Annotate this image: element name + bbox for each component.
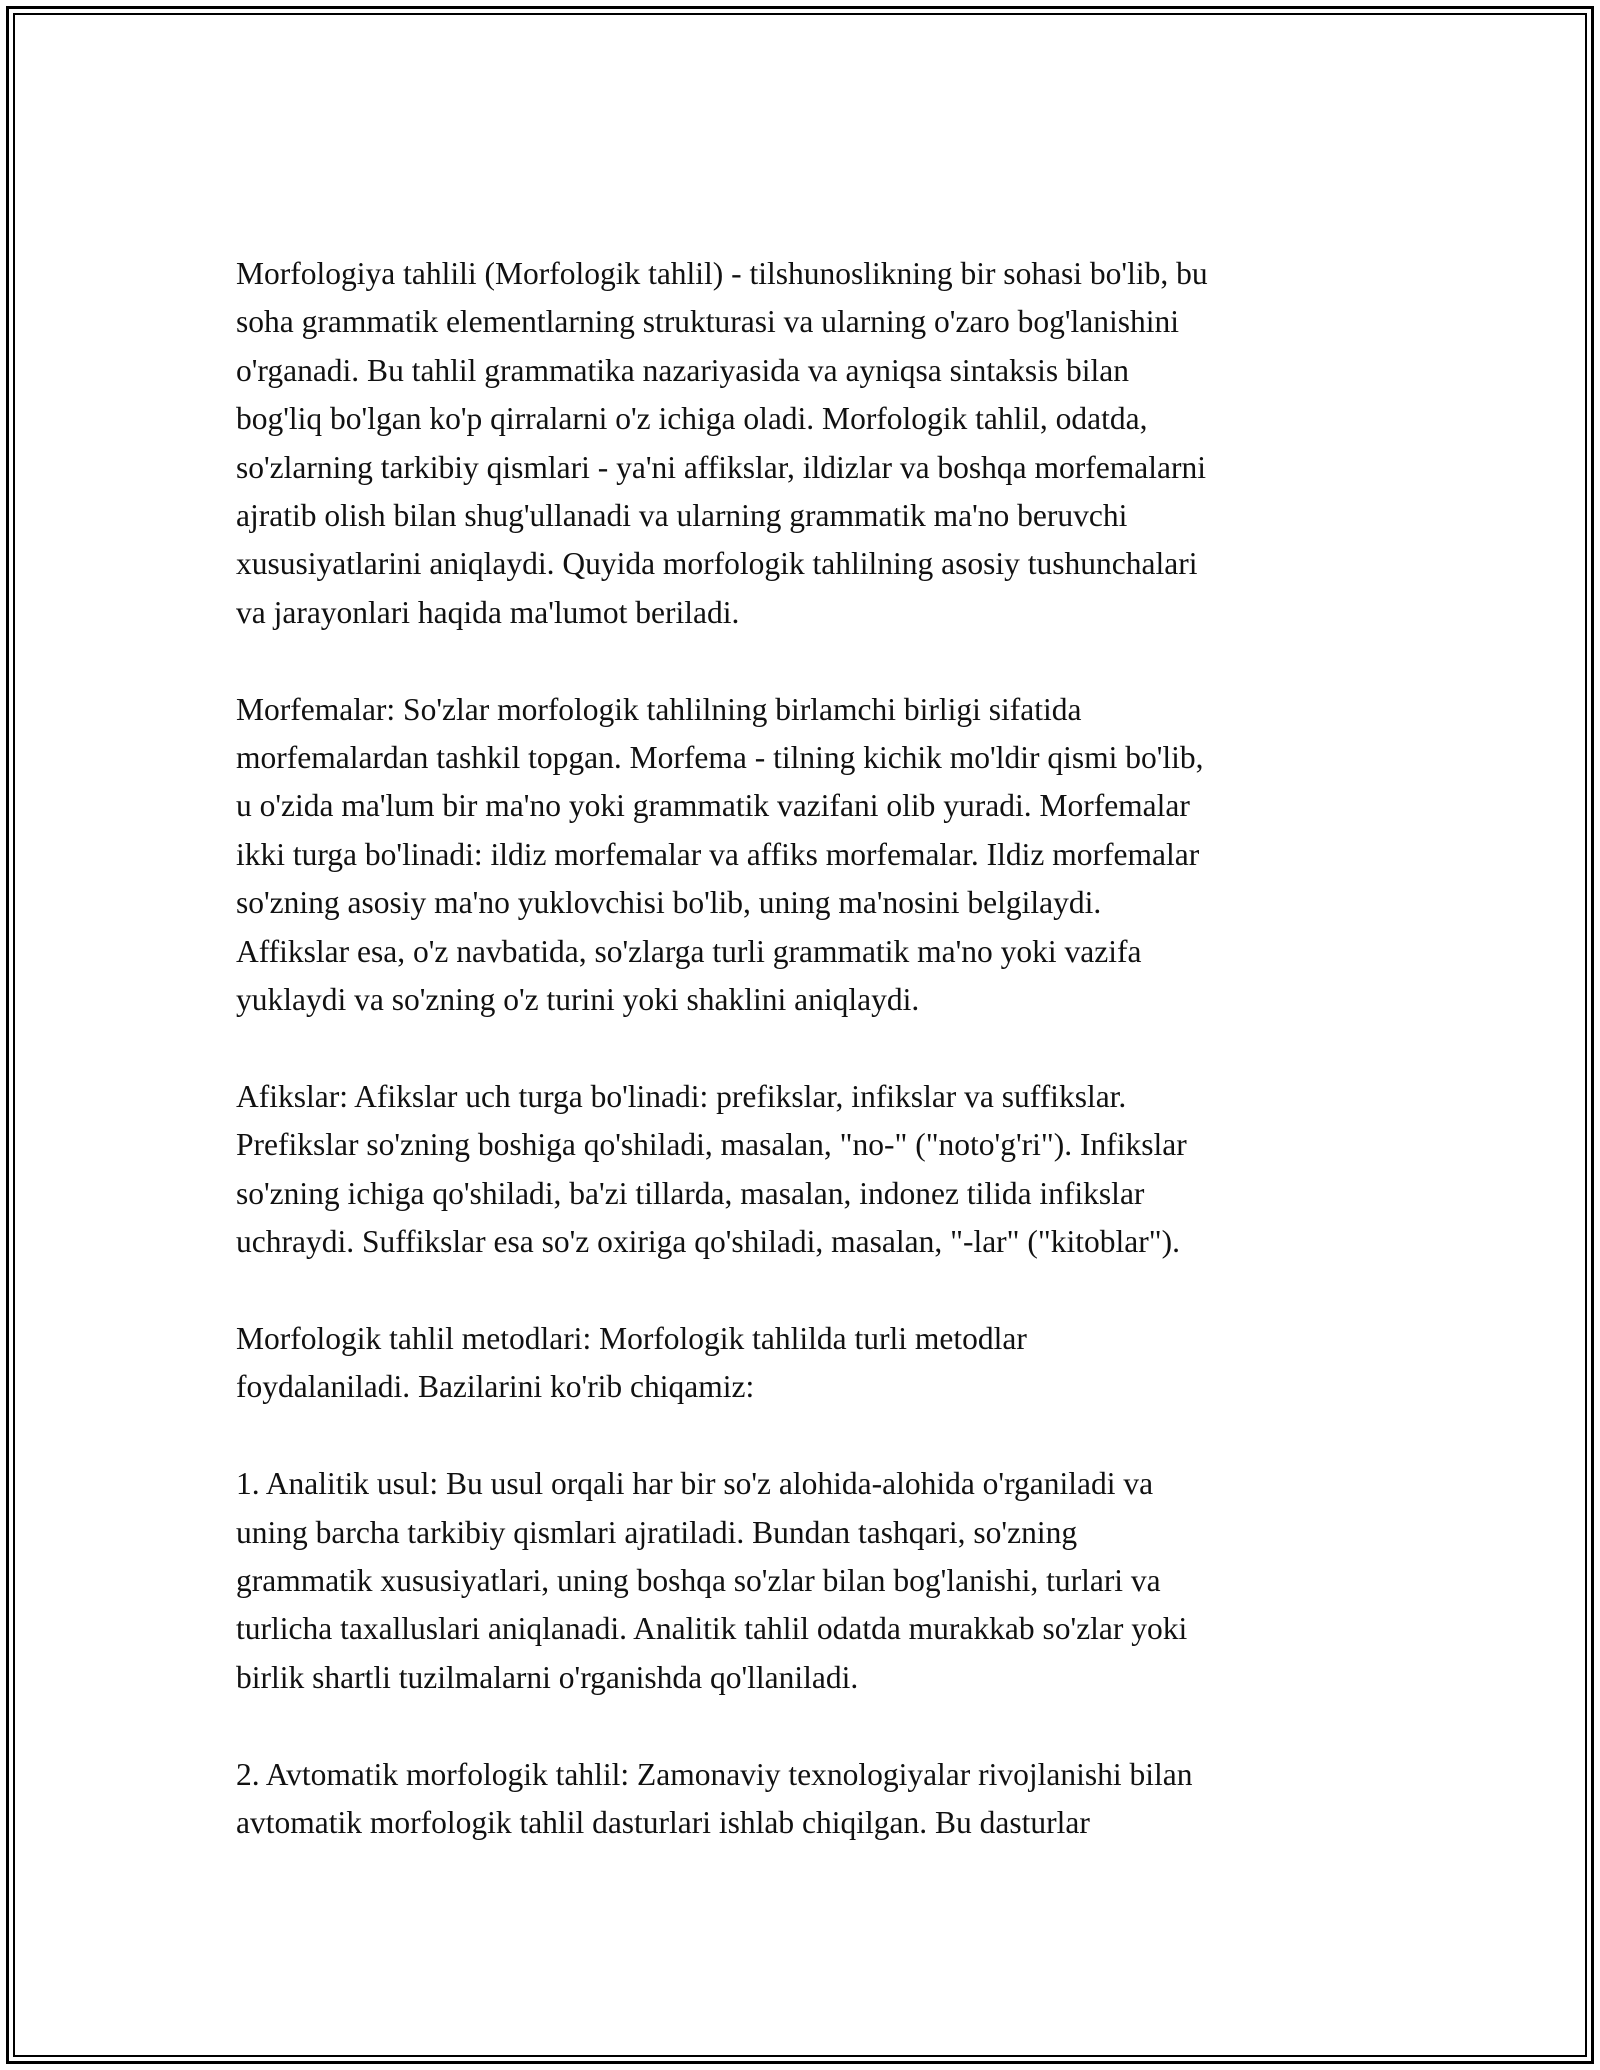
text-line: Morfologik tahlil metodlari: Morfologik tahlilda turli metodlar <box>236 1320 1027 1356</box>
paragraph-metodlar <box>236 1315 1396 1412</box>
text-line: bog'liq bo'lgan ko'p qirralarni o'z ichiga oladi. Morfologik tahlil, odatda, <box>236 401 1148 437</box>
text-line: Afikslar: Afikslar uch turga bo'linadi: prefikslar, infikslar va suffikslar. <box>236 1078 1127 1114</box>
text-line: so'zning ichiga qo'shiladi, ba'zi tillarda, masalan, indonez tilida infikslar <box>236 1175 1145 1211</box>
paragraph-analitik-usul <box>236 1460 1396 1702</box>
text-line: so'zlarning tarkibiy qismlari - ya'ni affikslar, ildizlar va boshqa morfemalarni <box>236 449 1206 485</box>
text-line: grammatik xususiyatlari, uning boshqa so'zlar bilan bog'lanishi, turlari va <box>236 1562 1161 1598</box>
text-line: birlik shartli tuzilmalarni o'rganishda qo'llaniladi. <box>236 1659 859 1695</box>
text-line: soha grammatik elementlarning strukturasi va ularning o'zaro bog'lanishini <box>236 304 1179 340</box>
text-line: morfemalardan tashkil topgan. Morfema - tilning kichik mo'ldir qismi bo'lib, <box>236 740 1204 776</box>
text-line: Prefikslar so'zning boshiga qo'shiladi, masalan, "no-" ("noto'g'ri"). Infikslar <box>236 1127 1187 1163</box>
text-line: uchraydi. Suffikslar esa so'z oxiriga qo'shiladi, masalan, "-lar" ("kitoblar"). <box>236 1224 1180 1260</box>
text-line: u o'zida ma'lum bir ma'no yoki grammatik vazifani olib yuradi. Morfemalar <box>236 788 1190 824</box>
paragraph-avtomatik-tahlil <box>236 1751 1396 1848</box>
text-line: avtomatik morfologik tahlil dasturlari ishlab chiqilgan. Bu dasturlar <box>236 1804 1090 1840</box>
text-line: va jarayonlari haqida ma'lumot beriladi. <box>236 594 740 630</box>
text-line: xususiyatlarini aniqlaydi. Quyida morfologik tahlilning asosiy tushunchalari <box>236 546 1198 582</box>
paragraph-intro <box>236 250 1396 637</box>
document-body <box>236 250 1396 1896</box>
text-line: Morfologiya tahlili (Morfologik tahlil) - tilshunoslikning bir sohasi bo'lib, bu <box>236 256 1208 291</box>
paragraph-afikslar <box>236 1073 1396 1267</box>
text-line: yuklaydi va so'zning o'z turini yoki shaklini aniqlaydi. <box>236 982 920 1018</box>
text-line: 1. Analitik usul: Bu usul orqali har bir so'z alohida-alohida o'rganiladi va <box>236 1466 1154 1502</box>
text-line: uning barcha tarkibiy qismlari ajratiladi. Bundan tashqari, so'zning <box>236 1514 1078 1550</box>
paragraph-morfemalar <box>236 686 1396 1025</box>
text-line: Affikslar esa, o'z navbatida, so'zlarga turli grammatik ma'no yoki vazifa <box>236 933 1142 969</box>
text-line: so'zning asosiy ma'no yuklovchisi bo'lib, uning ma'nosini belgilaydi. <box>236 885 1102 921</box>
text-line: turlicha taxalluslari aniqlanadi. Analitik tahlil odatda murakkab so'zlar yoki <box>236 1611 1188 1647</box>
text-line: Morfemalar: So'zlar morfologik tahlilning birlamchi birligi sifatida <box>236 691 1082 727</box>
text-line: 2. Avtomatik morfologik tahlil: Zamonaviy texnologiyalar rivojlanishi bilan <box>236 1756 1193 1792</box>
text-line: ajratib olish bilan shug'ullanadi va ularning grammatik ma'no beruvchi <box>236 498 1128 534</box>
text-line: ikki turga bo'linadi: ildiz morfemalar va affiks morfemalar. Ildiz morfemalar <box>236 836 1200 872</box>
text-line: o'rganadi. Bu tahlil grammatika nazariyasida va ayniqsa sintaksis bilan <box>236 352 1129 388</box>
text-line: foydalaniladi. Bazilarini ko'rib chiqamiz: <box>236 1369 755 1405</box>
